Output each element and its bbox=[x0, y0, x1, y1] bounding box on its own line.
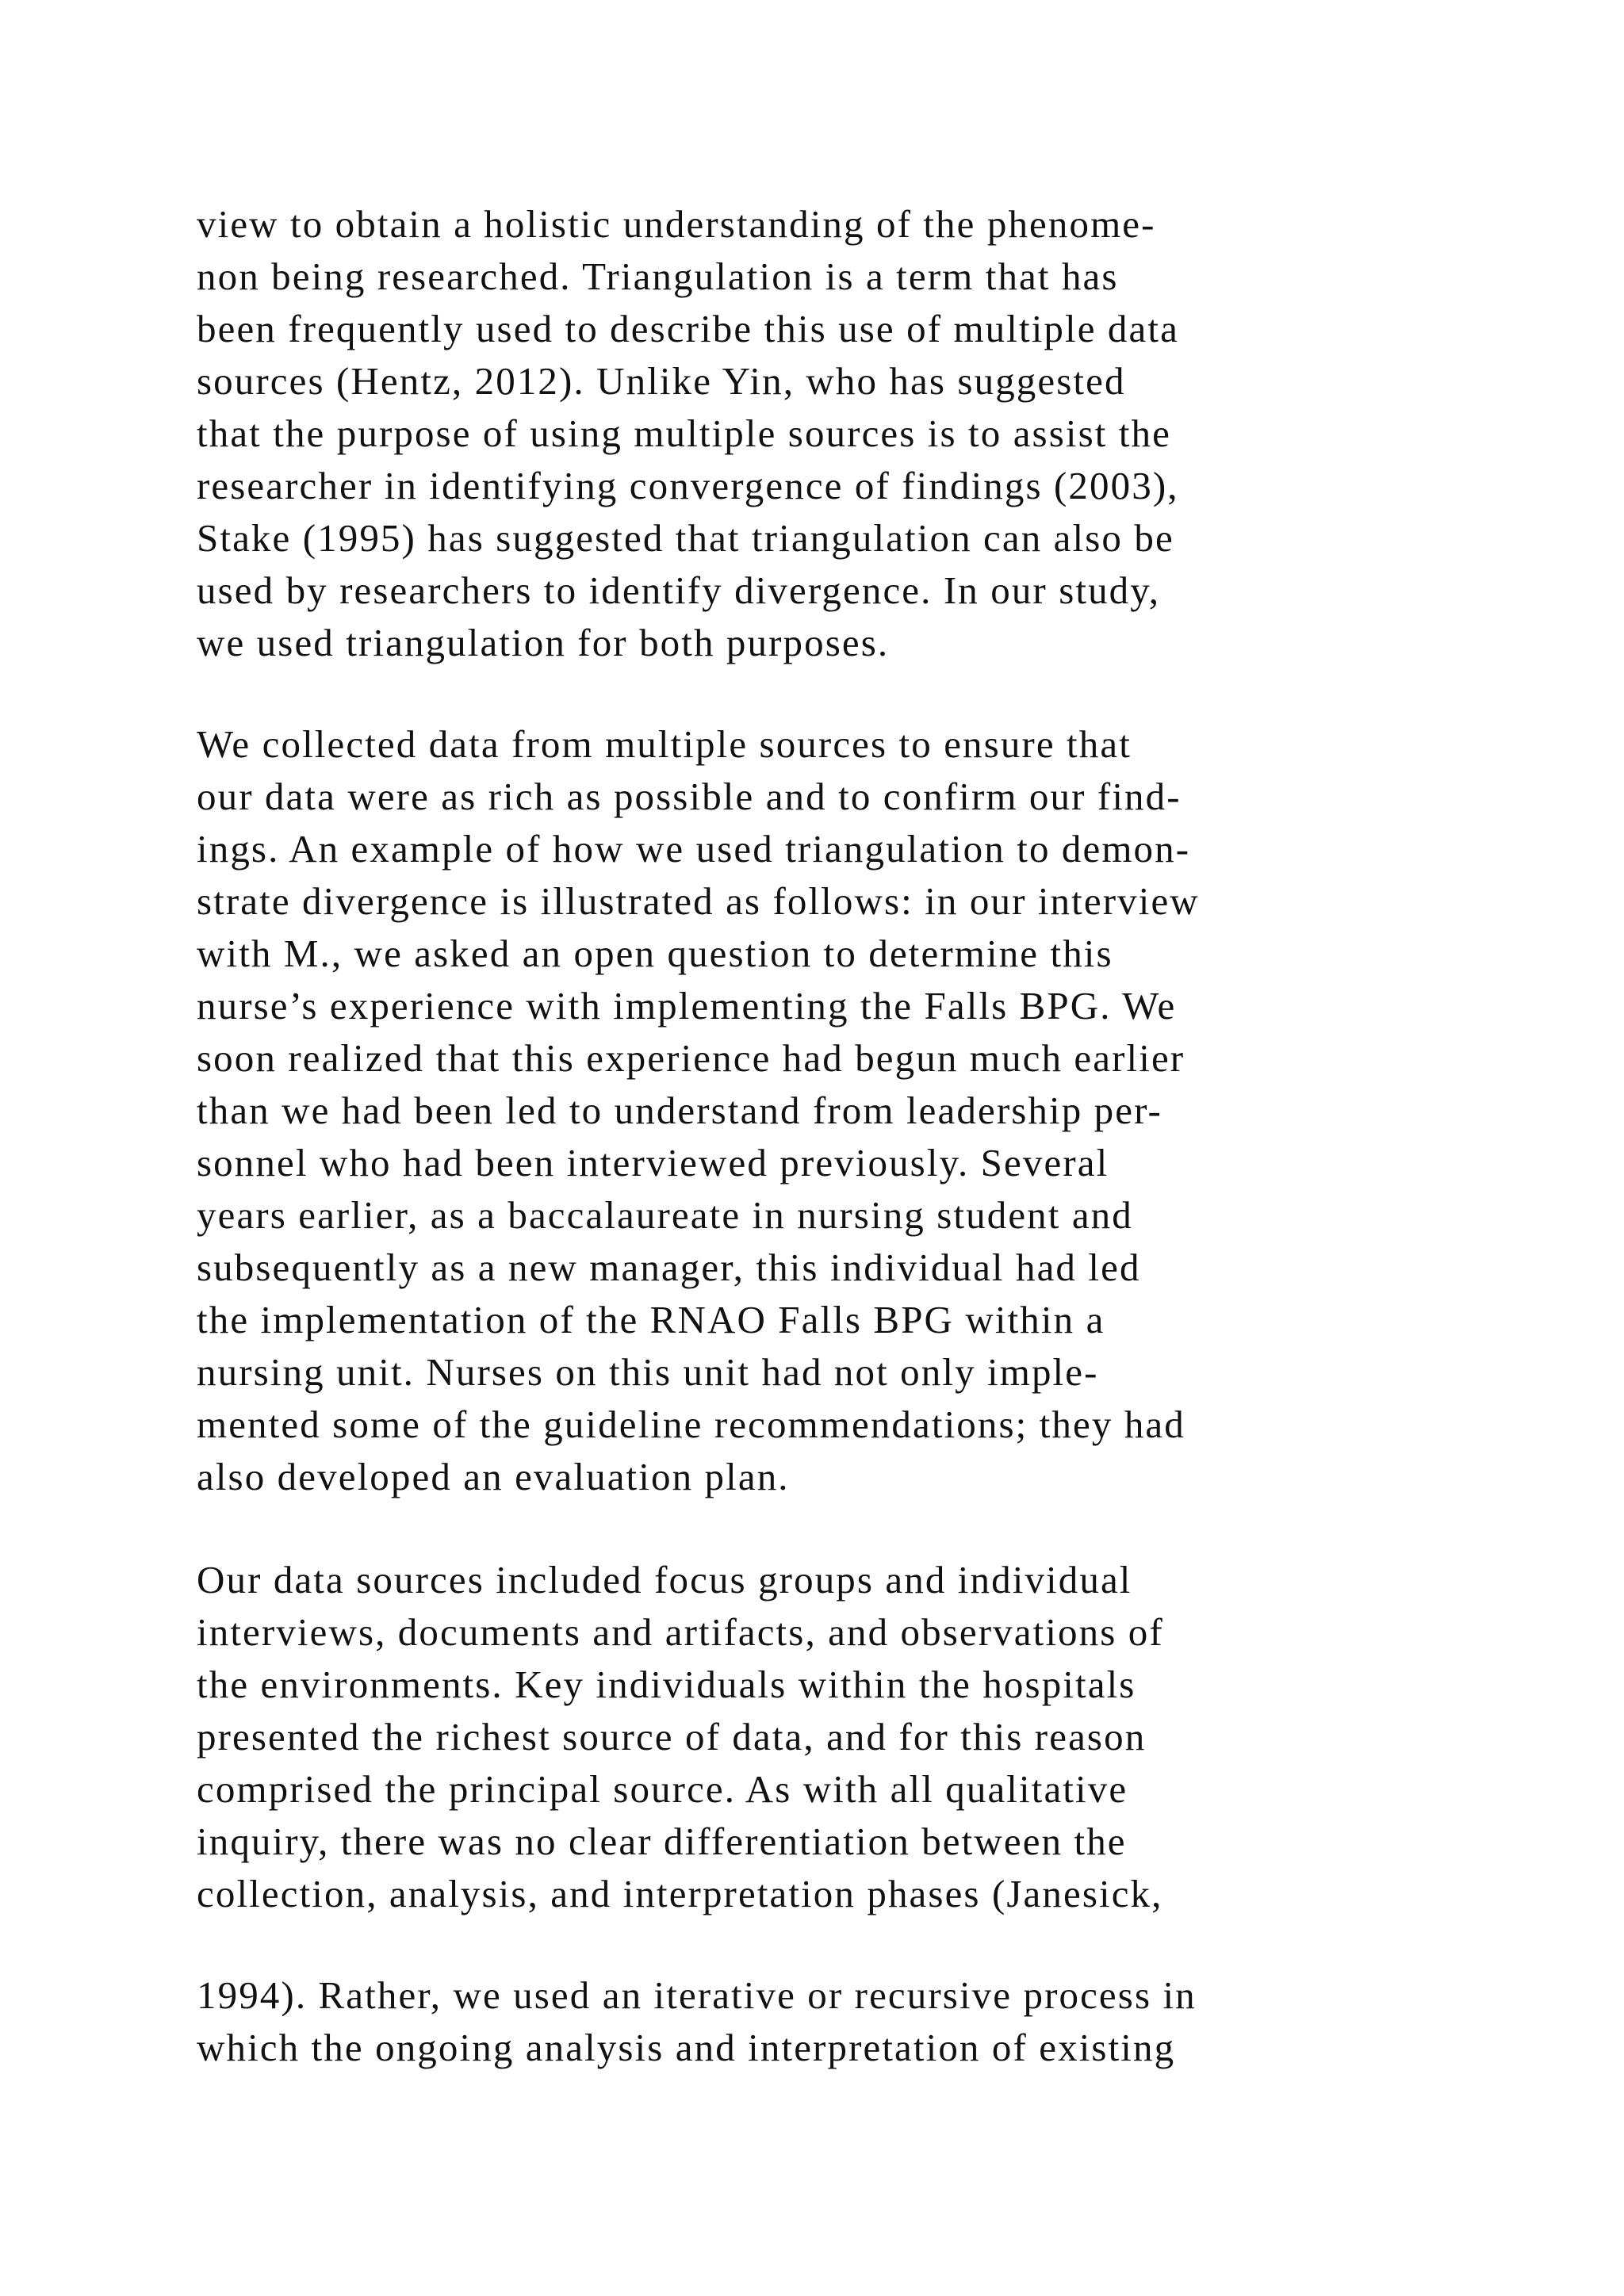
text-line: used by researchers to identify divergence. In our study, bbox=[197, 568, 1161, 612]
text-line: years earlier, as a baccalaureate in nursing student and bbox=[197, 1193, 1133, 1237]
text-line: that the purpose of using multiple sources is to assist the bbox=[197, 411, 1171, 455]
text-line: view to obtain a holistic understanding of the phenome- bbox=[197, 202, 1156, 246]
text-line: which the ongoing analysis and interpretation of existing bbox=[197, 2026, 1176, 2069]
text-line: than we had been led to understand from leadership per- bbox=[197, 1089, 1162, 1132]
text-line: been frequently used to describe this use of multiple data bbox=[197, 307, 1179, 350]
text-line: nursing unit. Nurses on this unit had not only imple- bbox=[197, 1350, 1099, 1394]
text-line: ings. An example of how we used triangulation to demon- bbox=[197, 827, 1191, 871]
text-line: comprised the principal source. As with all qualitative bbox=[197, 1767, 1128, 1811]
paragraph-data-sources bbox=[197, 1554, 1561, 1920]
text-line: interviews, documents and artifacts, and observations of bbox=[197, 1610, 1164, 1654]
paragraph-triangulation-definition bbox=[197, 198, 1561, 669]
text-line: the implementation of the RNAO Falls BPG within a bbox=[197, 1298, 1105, 1341]
paragraph-iterative-process bbox=[197, 1969, 1561, 2074]
text-line: soon realized that this experience had begun much earlier bbox=[197, 1036, 1185, 1080]
text-line: the environments. Key individuals within the hospitals bbox=[197, 1663, 1136, 1706]
text-line: subsequently as a new manager, this individual had led bbox=[197, 1246, 1141, 1289]
text-line: also developed an evaluation plan. bbox=[197, 1455, 790, 1498]
text-line: Stake (1995) has suggested that triangulation can also be bbox=[197, 516, 1174, 560]
text-line: non being researched. Triangulation is a term that has bbox=[197, 254, 1119, 298]
text-line: 1994). Rather, we used an iterative or recursive process in bbox=[197, 1973, 1197, 2017]
text-line: sources (Hentz, 2012). Unlike Yin, who has suggested bbox=[197, 359, 1126, 403]
text-line: we used triangulation for both purposes. bbox=[197, 621, 890, 664]
paragraph-data-collection-example bbox=[197, 718, 1561, 1503]
text-line: We collected data from multiple sources to ensure that bbox=[197, 722, 1132, 766]
text-line: strate divergence is illustrated as follows: in our interview bbox=[197, 879, 1200, 923]
text-line: with M., we asked an open question to determine this bbox=[197, 932, 1113, 975]
text-line: researcher in identifying convergence of findings (2003), bbox=[197, 464, 1179, 507]
text-line: sonnel who had been interviewed previously. Several bbox=[197, 1141, 1109, 1184]
text-line: nurse’s experience with implementing the Falls BPG. We bbox=[197, 984, 1177, 1027]
text-line: mented some of the guideline recommendations; they had bbox=[197, 1402, 1185, 1446]
text-line: Our data sources included focus groups and individual bbox=[197, 1558, 1132, 1601]
text-line: inquiry, there was no clear differentiation between the bbox=[197, 1820, 1127, 1863]
text-line: presented the richest source of data, and for this reason bbox=[197, 1715, 1147, 1758]
text-line: our data were as rich as possible and to confirm our find- bbox=[197, 775, 1182, 818]
text-line: collection, analysis, and interpretation phases (Janesick, bbox=[197, 1872, 1163, 1915]
